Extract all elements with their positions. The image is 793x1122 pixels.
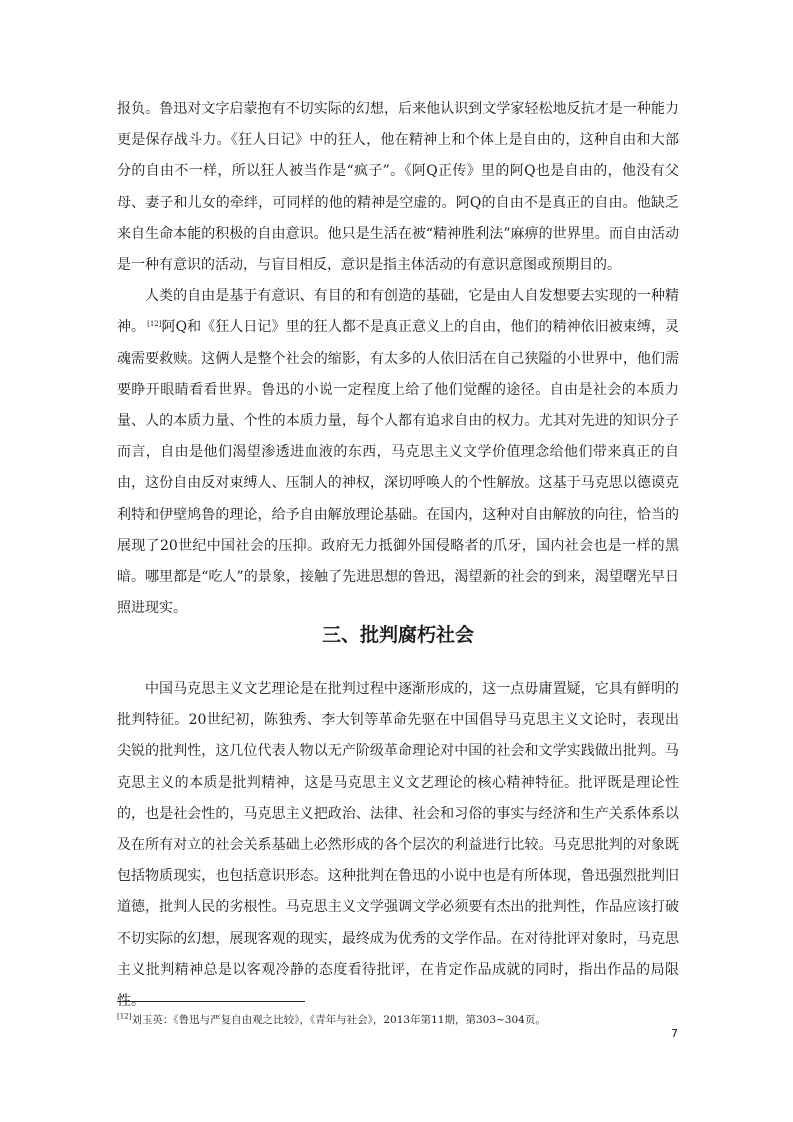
footnote [117,1012,679,1028]
paragraph-text-before-ref: 人类的自由是基于有意识、有目的和有创造的基础，它是由人自发想要去实现的一种精神。 [117,288,679,336]
body-text-bottom [117,674,679,1017]
page-number: 7 [671,1027,678,1040]
section-heading: 三、批判腐朽社会 [321,624,474,646]
body-text-top [117,94,679,624]
paragraph-continuation: 报负。鲁迅对文字启蒙抱有不切实际的幻想，后来他认识到文学家轻松地反抗才是一种能力更是保存战斗力。《狂人日记》中的狂人，他在精神上和个体上是自由的，这种自由和大部分的自由不一样，所以狂人被当作是“疯子”。《阿Q正传》里的阿Q也是自由的，他没有父母、妻子和儿女的牵绊，可同样的他的精神是空虚的。阿Q的自由不是真正的自由。他缺乏来自生命本能的积极的自由意识。他只是生活在被“精神胜利法”麻痹的世界里。而自由活动是一种有意识的活动，与盲目相反，意识是指主体活动的有意识意图或预期目的。 [117,101,679,274]
footnote-divider [117,1001,305,1002]
paragraph-freedom [117,281,679,624]
paragraph-criticism: 中国马克思主义文艺理论是在批判过程中逐渐形成的，这一点毋庸置疑，它具有鲜明的批判特征。20世纪初，陈独秀、李大钊等革命先驱在中国倡导马克思主义文论时，表现出尖锐的批判性，这几位代表人物以无产阶级革命理论对中国的社会和文学实践做出批判。马克思主义的本质是批判精神，这是马克思主义文艺理论的核心精神特征。批评既是理论性的，也是社会性的，马克思主义把政治、法律、社会和习俗的事实与经济和生产关系体系以及在所有对立的社会关系基础上必然形成的各个层次的利益进行比较。马克思批判的对象既包括物质现实，也包括意识形态。这种批判在鲁迅的小说中也是有所体现，鲁迅强烈批判旧道德，批判人民的劣根性。马克思主义文学强调文学必须要有杰出的批判性，作品应该打破不切实际的幻想，展现客观的现实，最终成为优秀的文学作品。在对待批评对象时，马克思主义批判精神总是以客观冷静的态度看待批评，在肯定作品成就的同时，指出作品的局限性。 [117,681,679,1010]
footnote-text: 刘玉英：《鲁迅与严复自由观之比较》，《青年与社会》，2013年第11期，第303~304页。 [131,1014,546,1026]
paragraph-text-after-ref: 阿Q和《狂人日记》里的狂人都不是真正意义上的自由，他们的精神依旧被束缚，灵魂需要救赎。这俩人是整个社会的缩影，有太多的人依旧活在自己狭隘的小世界中，他们需要睁开眼睛看看世界。鲁迅的小说一定程度上给了他们觉醒的途径。自由是社会的本质力量、人的本质力量、个性的本质力量，每个人都有追求自由的权力。尤其对先进的知识分子而言，自由是他们渴望渗透进血液的东西，马克思主义文学价值理念给他们带来真正的自由，这份自由反对束缚人、压制人的神权，深切呼唤人的个性解放。这基于马克思以德谟克利特和伊壁鸠鲁的理论，给予自由解放理论基础。在国内，这种对自由解放的向往，恰当的展现了20世纪中国社会的压抑。政府无力抵御外国侵略者的爪牙，国内社会也是一样的黑暗。哪里都是“吃人”的景象，接触了先进思想的鲁迅，渴望新的社会的到来，渴望曙光早日照进现实。 [117,319,680,617]
citation-reference[interactable]: [12] [147,319,162,328]
footnote-marker: [12] [117,1012,132,1021]
